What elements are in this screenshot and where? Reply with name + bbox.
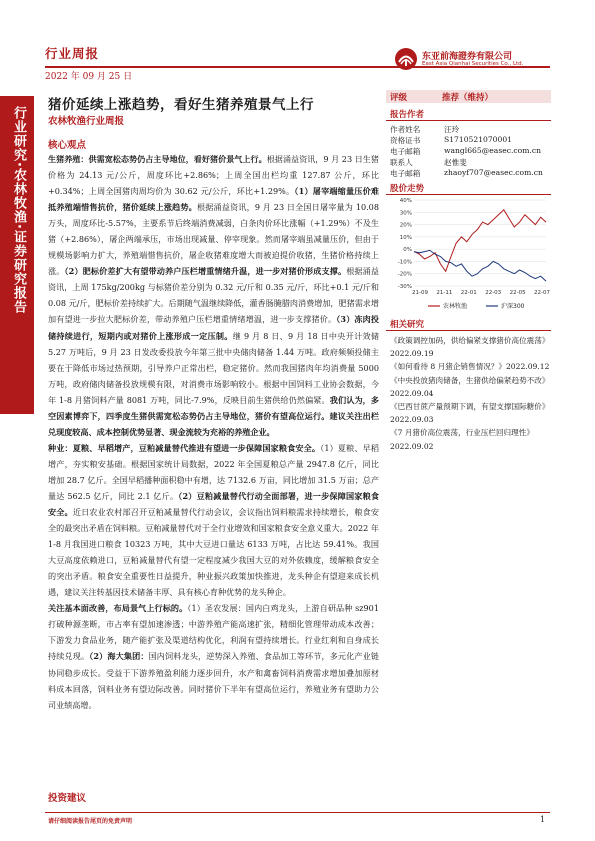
analyst-email-link[interactable]: wangl665@easec.com.cn <box>444 146 541 155</box>
chart-y-tick-label: -20% <box>397 271 412 278</box>
company-name-en: East Asia Qianhai Securities Co., Ltd. <box>422 61 524 67</box>
paragraph-text: （1）圣农发展：国内白鸡龙头，上游自研品种 sz901 打破种源垄断，市占率有望加速渗透；中游养殖产能高速扩张，精细化管理带动成本改善；下游发力食品业务，随产能扩张及渠道结构优化，利润有望持续增长。行业红利和自身成长持续兑现。 <box>48 603 379 662</box>
analyst-row-key: 电子邮箱 <box>390 169 421 178</box>
paragraph-bold: （2）海大集团： <box>89 651 149 662</box>
paragraph-bold: （1）屠宰端缩量压价难抵养殖端惜售抗价，猪价延续上涨趋势。 <box>48 186 379 213</box>
chart-y-tick-label: -30% <box>397 284 412 290</box>
paragraph-text: （1）夏粮、早稻增产，夯实粮安基础。根据国家统计局数据，2022 年全国夏粮总产量 2947.8 亿斤，同比增加 28.7 亿斤。全国早稻播种面积稳中有增，达 7132.6 万亩，同比增加 31.5 万亩；总产量达 562.5 亿斤，同比 2.1 亿斤。 <box>48 442 379 501</box>
paragraph-lead: 生猪养殖：供需宽松态势仍占主导地位，看好猪价景气上行。 <box>48 154 267 164</box>
related-research-link[interactable]: 《中央投放猪肉储备，生猪供给偏紧趋势不改》2022.09.04 <box>390 375 550 398</box>
rating-label: 评级 <box>390 93 408 103</box>
paragraph-text: 近日农业农村部召开豆粕减量替代行动会议，会议指出饲料粮需求持续增长，粮食安全的最突出矛盾在饲料粮。豆粕减量替代对于全行业增效和国家粮食安全意义重大。2022 年 1-8 月我国进口粮食 10323 万吨，其中大豆进口量达 6133 万吨，占比达 59.41%。我国大豆高度依赖进口，豆粕减量替代有望一定程度减少我国大豆的对外依赖度，缓解粮食安全的突出矛盾。粮食安全重要性日益提升，种业振兴政策加快推进，龙头种企有望迎来成长机遇，建议关注转基因技术储备丰厚、具有核心育种优势的龙头种企。 <box>48 507 379 598</box>
paragraph-text: 根据涌益资讯，9 月 23 日生猪价格为 24.13 元/公斤，周度环比+2.86%；上周全国出栏均重 127.87 公斤，环比+0.34%；上周全国猪肉周均价为 30.62 元/公斤，环比+1.29%。 <box>48 154 379 197</box>
paragraph-text: 根据涌益资讯，9 月 23 日全国日屠宰量为 10.08 万头，周度环比-5.57%，主要系节后终端消费减弱，白条肉价环比涨幅（+1.29%）不及生猪（+2.86%），屠企两端承压，市场出现减量、停宰现象。然而屠宰端虽减量压价，但由于规模场影响力扩大，养殖端惜售抗价，屠企收猪难度增大而被迫提价收猪，生猪价格持续上涨。 <box>48 202 379 277</box>
paragraph-bold: （3）冻肉投储持续进行，短期内或对猪价上涨形成一定压制。 <box>48 314 379 341</box>
analyst-section-heading <box>386 108 551 121</box>
analyst-row-key: 资格证书 <box>390 136 421 145</box>
analyst-heading-text: 报告作者 <box>390 110 425 120</box>
chart-legend-label: 沪深300 <box>501 303 525 310</box>
paragraph-lead: 种业：夏粮、早稻增产，豆粕减量替代推进有望进一步保障国家粮食安全。 <box>48 442 321 453</box>
related-research-link[interactable]: 《7 月猪价高位震荡，行业压栏回归理性》2022.09.02 <box>390 428 534 451</box>
paragraph-recommendations <box>48 600 379 712</box>
chart-legend-label: 农林牧渔 <box>443 303 468 310</box>
chart-series-line <box>414 210 546 271</box>
paragraph-bold: 我们认为，多空因素博弈下，四季度生猪供需宽松态势仍占主导地位，猪价有望高位运行。建议关注出栏兑现度较高、成本控制优势显著、现金流较为充裕的养殖企业。 <box>48 394 379 437</box>
footer-divider <box>45 812 550 813</box>
analyst-row-value: 汪玲 <box>444 125 460 134</box>
analyst-email-link[interactable]: zhaoyf707@easec.com.cn <box>444 168 543 177</box>
report-type-label: 行业周报 <box>45 46 100 61</box>
related-research-link[interactable]: 《巴西甘蔗产量预期下调，有望支撑国际糖价》2022.09.03 <box>390 402 550 425</box>
company-name-cn: 东亚前海證券有限公司 <box>422 52 513 62</box>
paragraph-text: 根据涌益资讯，上周 175kg/200kg 与标猪价差分别为 0.32 元/斤和 0.35 元/斤，环比+0.1 元/斤和 0.08 元/斤，肥标价差持续扩大。后期随气温继续降低，灌香肠腌腊肉消费增加，肥猪需求增加有望进一步拉大肥标价差，带动养殖户压栏增重情绪增温，进一步支撑猪价。 <box>48 266 379 325</box>
report-date: 2022 年 09 月 25 日 <box>45 72 133 82</box>
stock-trend-chart <box>386 194 551 314</box>
footer-disclaimer: 请仔细阅读报告尾页的免责声明 <box>48 818 133 825</box>
core-viewpoints-heading: 核心观点 <box>48 140 87 151</box>
chart-y-tick-label: 0% <box>403 247 412 254</box>
chart-x-tick-label: 22-05 <box>509 290 526 296</box>
company-logo-icon <box>394 47 418 71</box>
analyst-row-key: 电子邮箱 <box>390 147 421 156</box>
chart-series-line <box>414 250 546 281</box>
chart-x-tick-label: 22-01 <box>460 290 477 296</box>
chart-y-tick-label: 40% <box>399 198 412 204</box>
paragraph-hog-farming <box>48 151 379 440</box>
stock-trend-heading-text: 股价走势 <box>390 184 425 194</box>
paragraph-text: 继 9 月 8 日、9 月 18 日中央开计效储 5.27 万吨后，9 月 23 日发改委投放今年第三批中央储肉储备 1.44 万吨。政府频频投储主要在于降低市场过热预期，引导养户正常出栏，稳定猪价。然而我国猪肉年均消费量 5000 万吨，政府储肉储备投放规模有限，对消费市场影响较小。根据中国饲料工业协会数据，今年 1-8 月猪饲料产量 8081 万吨，同比-7.9%，反映目前生猪供给仍然偏紧。 <box>48 330 379 405</box>
chart-y-tick-label: 10% <box>399 234 412 241</box>
rating-value: 推荐（维持） <box>442 93 494 103</box>
category-sidebar-label: 行业研究·农林牧渔·证券研究报告 <box>11 106 26 314</box>
paragraph-lead: 关注基本面改善，布局景气上行标的。 <box>48 603 188 614</box>
related-research-link[interactable]: 《政策调控加码，供给偏紧支撑猪价高位震荡》2022.09.19 <box>390 336 550 359</box>
chart-x-tick-label: 21-09 <box>412 290 428 296</box>
analyst-row-value: 赵惟斐 <box>444 158 467 167</box>
related-research-heading-text: 相关研究 <box>390 320 425 330</box>
chart-x-tick-label: 21-11 <box>436 290 453 296</box>
paragraph-bold: （2）肥标价差扩大有望带动养户压栏增重情绪升温，进一步对猪价形成支撑。 <box>64 266 347 277</box>
analyst-row-key: 联系人 <box>390 158 413 167</box>
paragraph-bold: （2）豆粕减量替代行动全面部署，进一步保障国家粮食安全。 <box>48 490 379 518</box>
analyst-row-key: 作者姓名 <box>390 125 421 134</box>
stock-trend-chart-svg <box>386 194 551 314</box>
chart-y-tick-label: 30% <box>399 210 412 217</box>
rating-bar <box>386 90 551 103</box>
investment-advice-heading: 投资建议 <box>48 793 87 804</box>
chart-y-tick-label: -10% <box>397 259 412 266</box>
report-title: 猪价延续上涨趋势，看好生猪养殖景气上行 <box>48 97 314 113</box>
paragraph-seed-industry <box>48 440 379 600</box>
category-sidebar <box>0 96 34 414</box>
chart-x-tick-label: 22-07 <box>534 290 550 296</box>
chart-x-tick-label: 22-03 <box>485 290 502 296</box>
report-body <box>48 151 379 713</box>
page-number: 1 <box>540 815 546 824</box>
related-research-section-heading <box>386 318 551 331</box>
report-subtitle: 农林牧渔行业周报 <box>48 116 125 127</box>
chart-y-tick-label: 20% <box>399 222 412 229</box>
analyst-row-value: S1710521070001 <box>444 135 513 144</box>
related-research-link[interactable]: 《如何看待 8 月猪企销售情况？》2022.09.12 <box>390 362 550 372</box>
company-logo <box>394 47 564 71</box>
paragraph-text: 国内饲料龙头，逆势深入养殖、食品加工等环节，多元化产业链协同稳步成长。受益于下游养殖盈利能力逐步回升，水产和禽畜饲料消费需求增加叠加原材料成本回落，饲料业务有望边际改善。同时猪价下半年有望高位运行，养殖业务有望助力公司业绩高增。 <box>48 651 379 710</box>
related-research-list <box>390 334 550 453</box>
